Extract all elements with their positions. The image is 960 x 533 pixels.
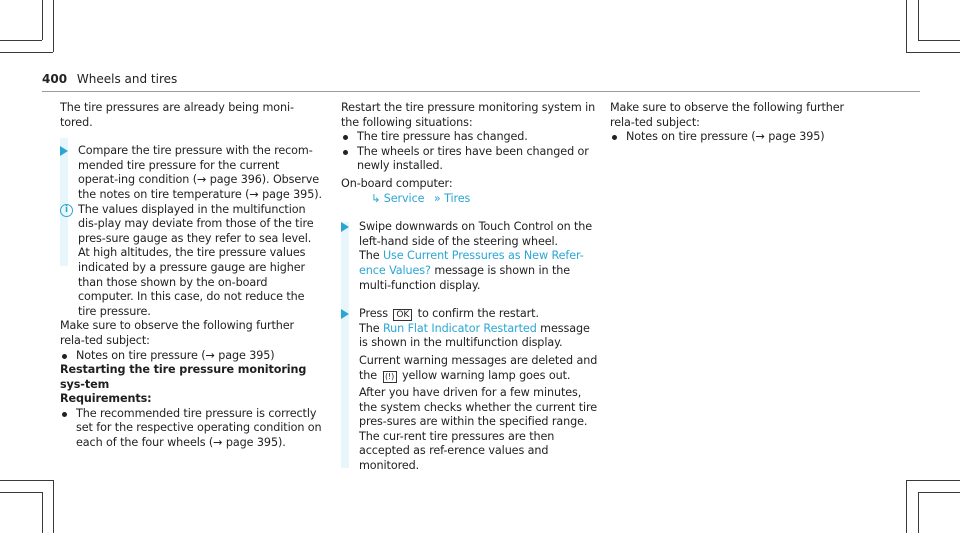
display-message: Use Current Pressures as New Refer-ence Values? [359,249,584,277]
info-icon: i [60,204,73,217]
bullet-icon [343,135,348,140]
cross-reference-link[interactable]: Notes on tire pressure (→ page 395) [626,130,825,144]
bullet-icon [612,135,617,140]
text: The [359,249,383,263]
header-rule [42,91,920,92]
step-triangle-icon [341,309,349,319]
display-message: Run Flat Indicator Restarted [382,321,537,335]
crop-mark [906,52,960,53]
text: Current warning messages are deleted and the [359,353,598,382]
step-text: Compare the tire pressure with the recom-mended tire pressure for the current operat-ing condition (→ page 396). Observe the notes on tire temperature (→ page 395). [78,144,322,201]
list-item [341,130,601,145]
crop-mark [918,492,919,533]
instruction-step [60,144,322,202]
list-item [60,407,322,451]
crop-mark [918,40,960,41]
list-item [60,349,322,364]
column-3 [610,101,872,145]
page-number: 400 [42,72,68,86]
crop-mark [0,480,53,481]
text: Press [359,307,392,321]
bullet-icon [62,412,67,417]
column-1 [60,101,322,451]
text: yellow warning lamp goes out. [398,368,571,382]
list-item-text: The recommended tire pressure is correctly set for the respective operating condition on each of the four wheels (→ page 395). [76,406,322,450]
crop-mark [53,480,54,533]
menu-tires: Tires [444,191,471,205]
crop-mark [906,480,907,533]
menu-path [341,192,601,207]
menu-service: Service [383,191,425,205]
crop-mark [42,492,43,533]
cross-reference-link[interactable]: Notes on tire pressure (→ page 395) [76,348,275,362]
step-triangle-icon [341,222,349,232]
crop-mark [906,480,960,481]
step-result [341,249,601,293]
ok-key-icon: OK [393,309,412,321]
paragraph: Make sure to observe the following further rela-ted subject: [610,101,844,129]
list-item-text: The wheels or tires have been changed or newly installed. [357,144,589,173]
paragraph: Restart the tire pressure monitoring system in the following situations: [341,101,596,129]
crop-mark [53,0,54,52]
note-text: The values displayed in the multifunction dis-play may deviate from those of the tire pres-sure gauge as they refer to sea level. At high altitudes, the tire pressure values indicated by a pressure gauge are higher than those shown by the on-board computer. In this case, do not reduce the tire pressure. [78,202,314,318]
info-note [60,203,322,320]
section-title: Wheels and tires [76,72,178,86]
text: message is shown in the multi-function display. [359,263,571,292]
step-triangle-icon [60,146,68,156]
step-text: Swipe downwards on Touch Control on the left-hand side of the steering wheel. [359,220,593,248]
tire-pressure-lamp-icon: (!) [383,371,397,383]
list-item [341,145,601,174]
list-item-text: The tire pressure has changed. [357,130,528,144]
crop-mark [0,40,42,41]
crop-mark [42,0,43,40]
menu-arrow-icon: ↳ [371,191,381,205]
instruction-step [341,220,601,249]
paragraph: Make sure to observe the following further rela-ted subject: [60,319,294,347]
text: message is shown in the multifunction display. [359,321,590,350]
step-result [341,322,601,351]
column-2 [341,101,601,474]
list-item [610,130,872,145]
crop-mark [918,492,960,493]
menu-arrow-icon: » [433,191,441,205]
step-result [341,354,601,383]
instruction-step [341,307,601,322]
text: The [359,321,383,335]
crop-mark [918,0,919,40]
text: to confirm the restart. [414,307,539,321]
section-heading: Restarting the tire pressure monitoring sys-tem [60,363,307,391]
crop-mark [0,52,53,53]
paragraph: The tire pressures are already being moni-tored. [60,101,294,129]
step-result: After you have driven for a few minutes, the system checks whether the current tire pres-sures are within the specified range. The cur-rent tire pressures are then accepted as ref-erence values and monitored. [359,386,598,473]
crop-mark [0,492,42,493]
crop-mark [906,0,907,52]
bullet-icon [343,150,348,155]
obc-label: On-board computer: [341,176,453,190]
page-header [42,72,177,86]
bullet-icon [62,354,67,359]
requirements-heading: Requirements: [60,392,152,406]
